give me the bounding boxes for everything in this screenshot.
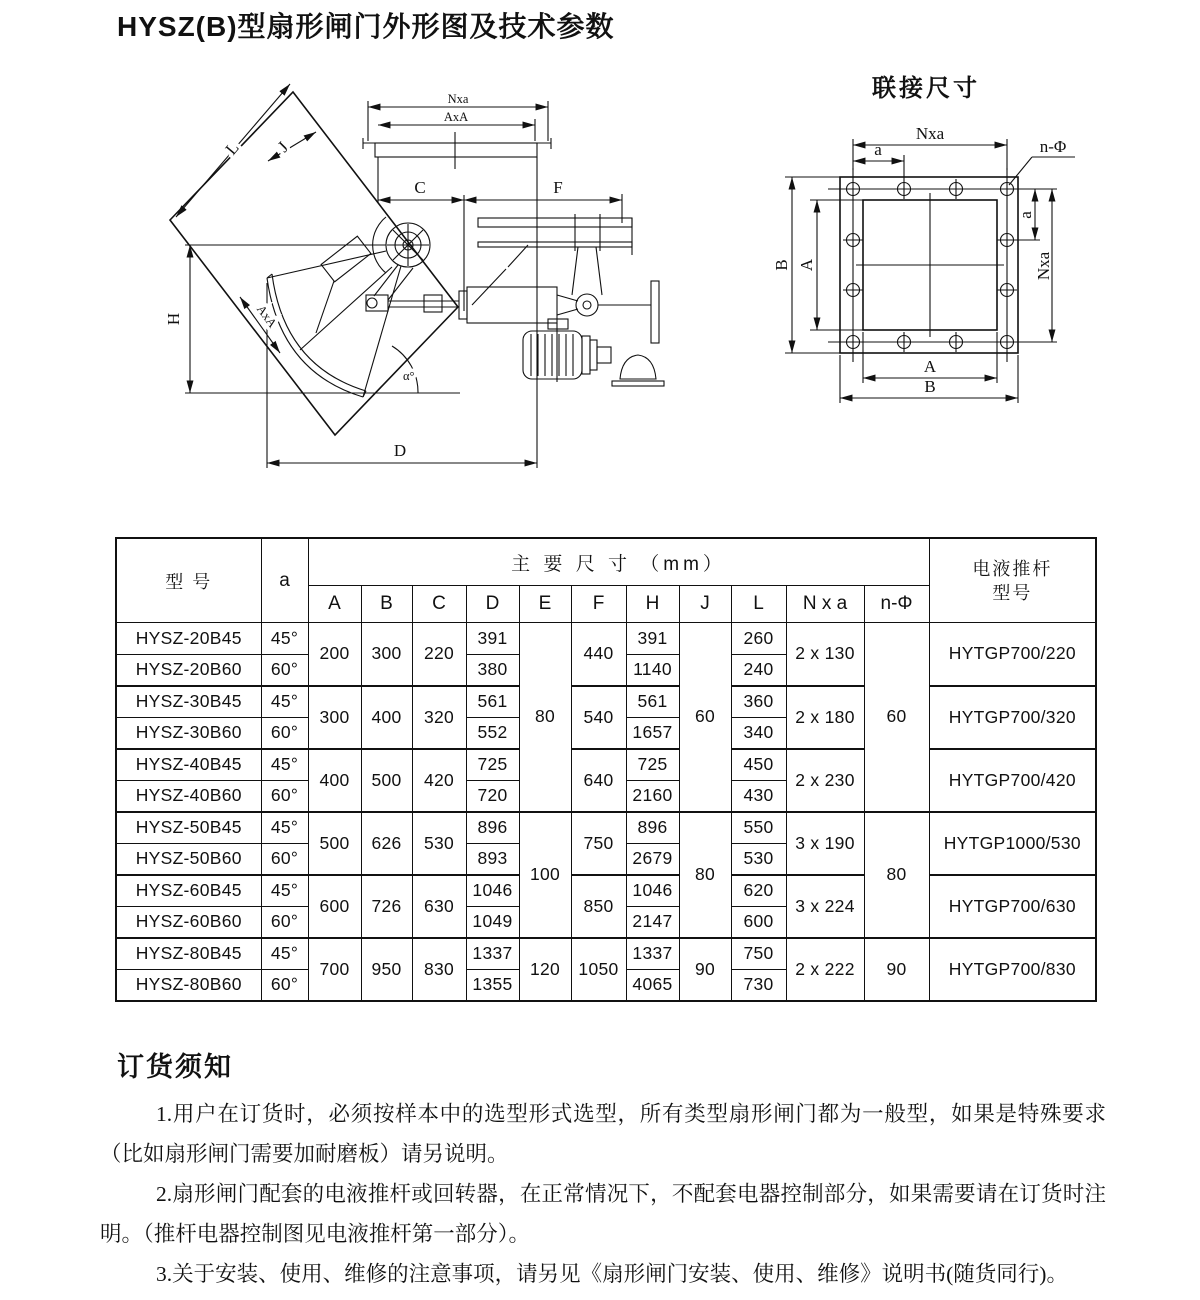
dim-f <box>464 194 622 223</box>
table-cell: 2 x 230 <box>786 749 864 812</box>
flange-centerlines <box>828 168 1030 362</box>
table-cell: 60° <box>261 906 308 938</box>
gate-outline-drawing <box>120 55 720 505</box>
table-cell: 100 <box>519 812 571 938</box>
table-cell: 561 <box>626 686 679 718</box>
table-cell: 400 <box>361 686 412 749</box>
bolt-spec-leader <box>1009 157 1075 185</box>
col-header-actuator <box>929 538 1096 623</box>
table-cell: 45° <box>261 812 308 844</box>
col-header-dim: J <box>679 586 731 623</box>
table-cell: 720 <box>466 780 519 812</box>
col-header-dim: L <box>731 586 786 623</box>
table-cell: 80 <box>519 623 571 812</box>
table-cell: 500 <box>361 749 412 812</box>
pump-dome <box>620 355 656 379</box>
col-header-dim: H <box>626 586 679 623</box>
table-cell: 60° <box>261 780 308 812</box>
col-header-actuator-line1: 电液推杆 <box>972 558 1053 579</box>
table-cell: 45° <box>261 875 308 907</box>
col-header-dim: A <box>308 586 361 623</box>
col-header-dim: E <box>519 586 571 623</box>
flange-connection-drawing <box>760 60 1100 430</box>
table-cell: 850 <box>571 875 626 938</box>
table-cell: 620 <box>731 875 786 907</box>
table-cell: 2 x 180 <box>786 686 864 749</box>
table-cell: 896 <box>626 812 679 844</box>
dim-label-a-left: A <box>797 258 816 272</box>
hydraulic-cylinder <box>459 287 598 323</box>
table-cell: 240 <box>731 654 786 686</box>
table-cell: 450 <box>731 749 786 781</box>
table-cell: 626 <box>361 812 412 875</box>
spec-table-body <box>116 623 1096 1001</box>
col-header-dim: N x a <box>786 586 864 623</box>
table-cell: 950 <box>361 938 412 1001</box>
table-cell: 830 <box>412 938 466 1001</box>
table-cell: 600 <box>731 906 786 938</box>
dim-label-c: C <box>414 178 426 197</box>
dim-label-f: F <box>553 178 563 197</box>
table-cell: 750 <box>571 812 626 875</box>
table-cell: 80 <box>679 812 731 938</box>
table-row <box>116 623 1096 655</box>
table-cell: 45° <box>261 623 308 655</box>
table-cell: 1337 <box>626 938 679 970</box>
table-cell: 725 <box>466 749 519 781</box>
table-cell: 60° <box>261 843 308 875</box>
dim-label-h: H <box>164 312 183 326</box>
table-cell: 4065 <box>626 969 679 1001</box>
table-cell: 90 <box>864 938 929 1001</box>
dim-label-a-right: a <box>1016 211 1035 219</box>
table-cell: 1049 <box>466 906 519 938</box>
col-header-dim: B <box>361 586 412 623</box>
table-cell: 1657 <box>626 717 679 749</box>
table-cell: 440 <box>571 623 626 686</box>
table-cell: 896 <box>466 812 519 844</box>
table-cell: 1337 <box>466 938 519 970</box>
table-cell: 1140 <box>626 654 679 686</box>
col-header-main-dims: 主 要 尺 寸 （mm） <box>308 538 929 586</box>
table-cell: 420 <box>412 749 466 812</box>
table-cell: 3 x 190 <box>786 812 864 875</box>
table-cell: 630 <box>412 875 466 938</box>
table-cell: HYSZ-80B45 <box>116 938 261 970</box>
table-cell: HYSZ-40B60 <box>116 780 261 812</box>
table-cell: 730 <box>731 969 786 1001</box>
note-item-2: 2.扇形闸门配套的电液推杆或回转器，在正常情况下，不配套电器控制部分，如果需要请在订货时注明。（推杆电器控制图见电液推杆第一部分）。 <box>100 1182 1106 1246</box>
table-cell: 60° <box>261 654 308 686</box>
table-cell: HYSZ-30B45 <box>116 686 261 718</box>
dim-label-axa-top: AxA <box>443 110 469 124</box>
table-cell: 60° <box>261 969 308 1001</box>
dim-label-alpha: α° <box>403 369 415 383</box>
table-cell: 430 <box>731 780 786 812</box>
table-cell: 90 <box>679 938 731 1001</box>
table-cell: HYSZ-40B45 <box>116 749 261 781</box>
table-cell: 400 <box>308 749 361 812</box>
table-cell: 1046 <box>466 875 519 907</box>
table-cell: HYTGP700/320 <box>929 686 1096 749</box>
table-cell: 1050 <box>571 938 626 1001</box>
table-cell: HYSZ-20B45 <box>116 623 261 655</box>
dim-label-j: J <box>273 137 292 156</box>
table-cell: HYSZ-60B45 <box>116 875 261 907</box>
table-cell: 45° <box>261 686 308 718</box>
table-cell: 750 <box>731 938 786 970</box>
table-cell: HYTGP1000/530 <box>929 812 1096 875</box>
col-header-dim: C <box>412 586 466 623</box>
table-cell: 893 <box>466 843 519 875</box>
table-cell: 45° <box>261 749 308 781</box>
notes-heading: 订货须知 <box>117 1052 233 1082</box>
table-cell: 2147 <box>626 906 679 938</box>
table-cell: 500 <box>308 812 361 875</box>
table-cell: 220 <box>412 623 466 686</box>
mounting-frame <box>472 214 659 343</box>
col-header-actuator-line2: 型号 <box>992 582 1033 603</box>
table-cell: 60° <box>261 717 308 749</box>
trunnion-pin <box>576 294 598 316</box>
col-header-model: 型 号 <box>116 538 261 623</box>
table-cell: 725 <box>626 749 679 781</box>
dim-label-a-top: a <box>874 140 882 159</box>
table-cell: 600 <box>308 875 361 938</box>
dim-label-n-phi: n-Φ <box>1039 137 1067 156</box>
table-cell: 60 <box>864 623 929 812</box>
dim-h <box>185 245 460 393</box>
table-cell: HYSZ-50B45 <box>116 812 261 844</box>
table-cell: HYTGP700/630 <box>929 875 1096 938</box>
table-cell: 530 <box>731 843 786 875</box>
table-cell: 2 x 130 <box>786 623 864 686</box>
table-row <box>116 686 1096 718</box>
dim-label-nxa-right: Nxa <box>1034 251 1053 281</box>
notes-body <box>100 1094 1106 1294</box>
col-header-dim: D <box>466 586 519 623</box>
table-cell: 1355 <box>466 969 519 1001</box>
table-cell: 726 <box>361 875 412 938</box>
dim-label-nxa-top: Nxa <box>447 92 469 106</box>
table-cell: 2160 <box>626 780 679 812</box>
table-cell: 2679 <box>626 843 679 875</box>
table-cell: HYSZ-60B60 <box>116 906 261 938</box>
table-cell: 391 <box>466 623 519 655</box>
header-row-1 <box>116 538 1096 586</box>
table-cell: 540 <box>571 686 626 749</box>
page-title: HYSZ(B)型扇形闸门外形图及技术参数 <box>117 11 615 42</box>
col-header-a: a <box>261 538 308 623</box>
table-cell: 340 <box>731 717 786 749</box>
spec-table <box>115 537 1097 1002</box>
table-cell: 3 x 224 <box>786 875 864 938</box>
table-cell: 391 <box>626 623 679 655</box>
table-cell: 60 <box>679 623 731 812</box>
table-cell: 561 <box>466 686 519 718</box>
table-cell: 640 <box>571 749 626 812</box>
table-cell: 80 <box>864 812 929 938</box>
table-row <box>116 875 1096 907</box>
dim-label-b-left: B <box>772 259 791 271</box>
note-item-3: 3.关于安装、使用、维修的注意事项，请另见《扇形闸门安装、使用、维修》说明书(随货同行)。 <box>156 1262 1068 1286</box>
table-cell: 360 <box>731 686 786 718</box>
dim-label-axa-side: AxA <box>254 302 280 331</box>
dim-j <box>268 132 316 161</box>
table-cell: 320 <box>412 686 466 749</box>
dim-label-a-bottom: A <box>923 357 937 376</box>
table-cell: 380 <box>466 654 519 686</box>
table-cell: HYSZ-50B60 <box>116 843 261 875</box>
electric-motor <box>523 319 664 386</box>
table-cell: 530 <box>412 812 466 875</box>
dim-label-d: D <box>393 441 407 460</box>
table-cell: 120 <box>519 938 571 1001</box>
table-cell: HYSZ-80B60 <box>116 969 261 1001</box>
dim-label-l: L <box>221 138 243 159</box>
table-cell: 2 x 222 <box>786 938 864 1001</box>
table-cell: 260 <box>731 623 786 655</box>
table-cell: HYSZ-30B60 <box>116 717 261 749</box>
col-header-dim: F <box>571 586 626 623</box>
table-row <box>116 749 1096 781</box>
table-cell: HYSZ-20B60 <box>116 654 261 686</box>
table-cell: 1046 <box>626 875 679 907</box>
table-cell: HYTGP700/830 <box>929 938 1096 1001</box>
dim-label-b-bottom: B <box>924 377 936 396</box>
table-cell: 300 <box>308 686 361 749</box>
table-row <box>116 812 1096 844</box>
connection-dims-title: 联接尺寸 <box>872 76 980 102</box>
table-cell: 550 <box>731 812 786 844</box>
dim-label-nxa-top: Nxa <box>915 124 945 143</box>
table-row <box>116 938 1096 970</box>
table-cell: 45° <box>261 938 308 970</box>
spec-table-container <box>115 537 1097 1002</box>
table-cell: 300 <box>361 623 412 686</box>
table-cell: 700 <box>308 938 361 1001</box>
crank-linkage <box>366 265 459 312</box>
table-cell: 552 <box>466 717 519 749</box>
col-header-dim: n-Φ <box>864 586 929 623</box>
table-cell: HYTGP700/220 <box>929 623 1096 686</box>
table-cell: HYTGP700/420 <box>929 749 1096 812</box>
table-cell: 200 <box>308 623 361 686</box>
note-item-1: 1.用户在订货时，必须按样本中的选型形式选型，所有类型扇形闸门都为一般型，如果是特殊要求（比如扇形闸门需要加耐磨板）请另说明。 <box>100 1102 1106 1166</box>
